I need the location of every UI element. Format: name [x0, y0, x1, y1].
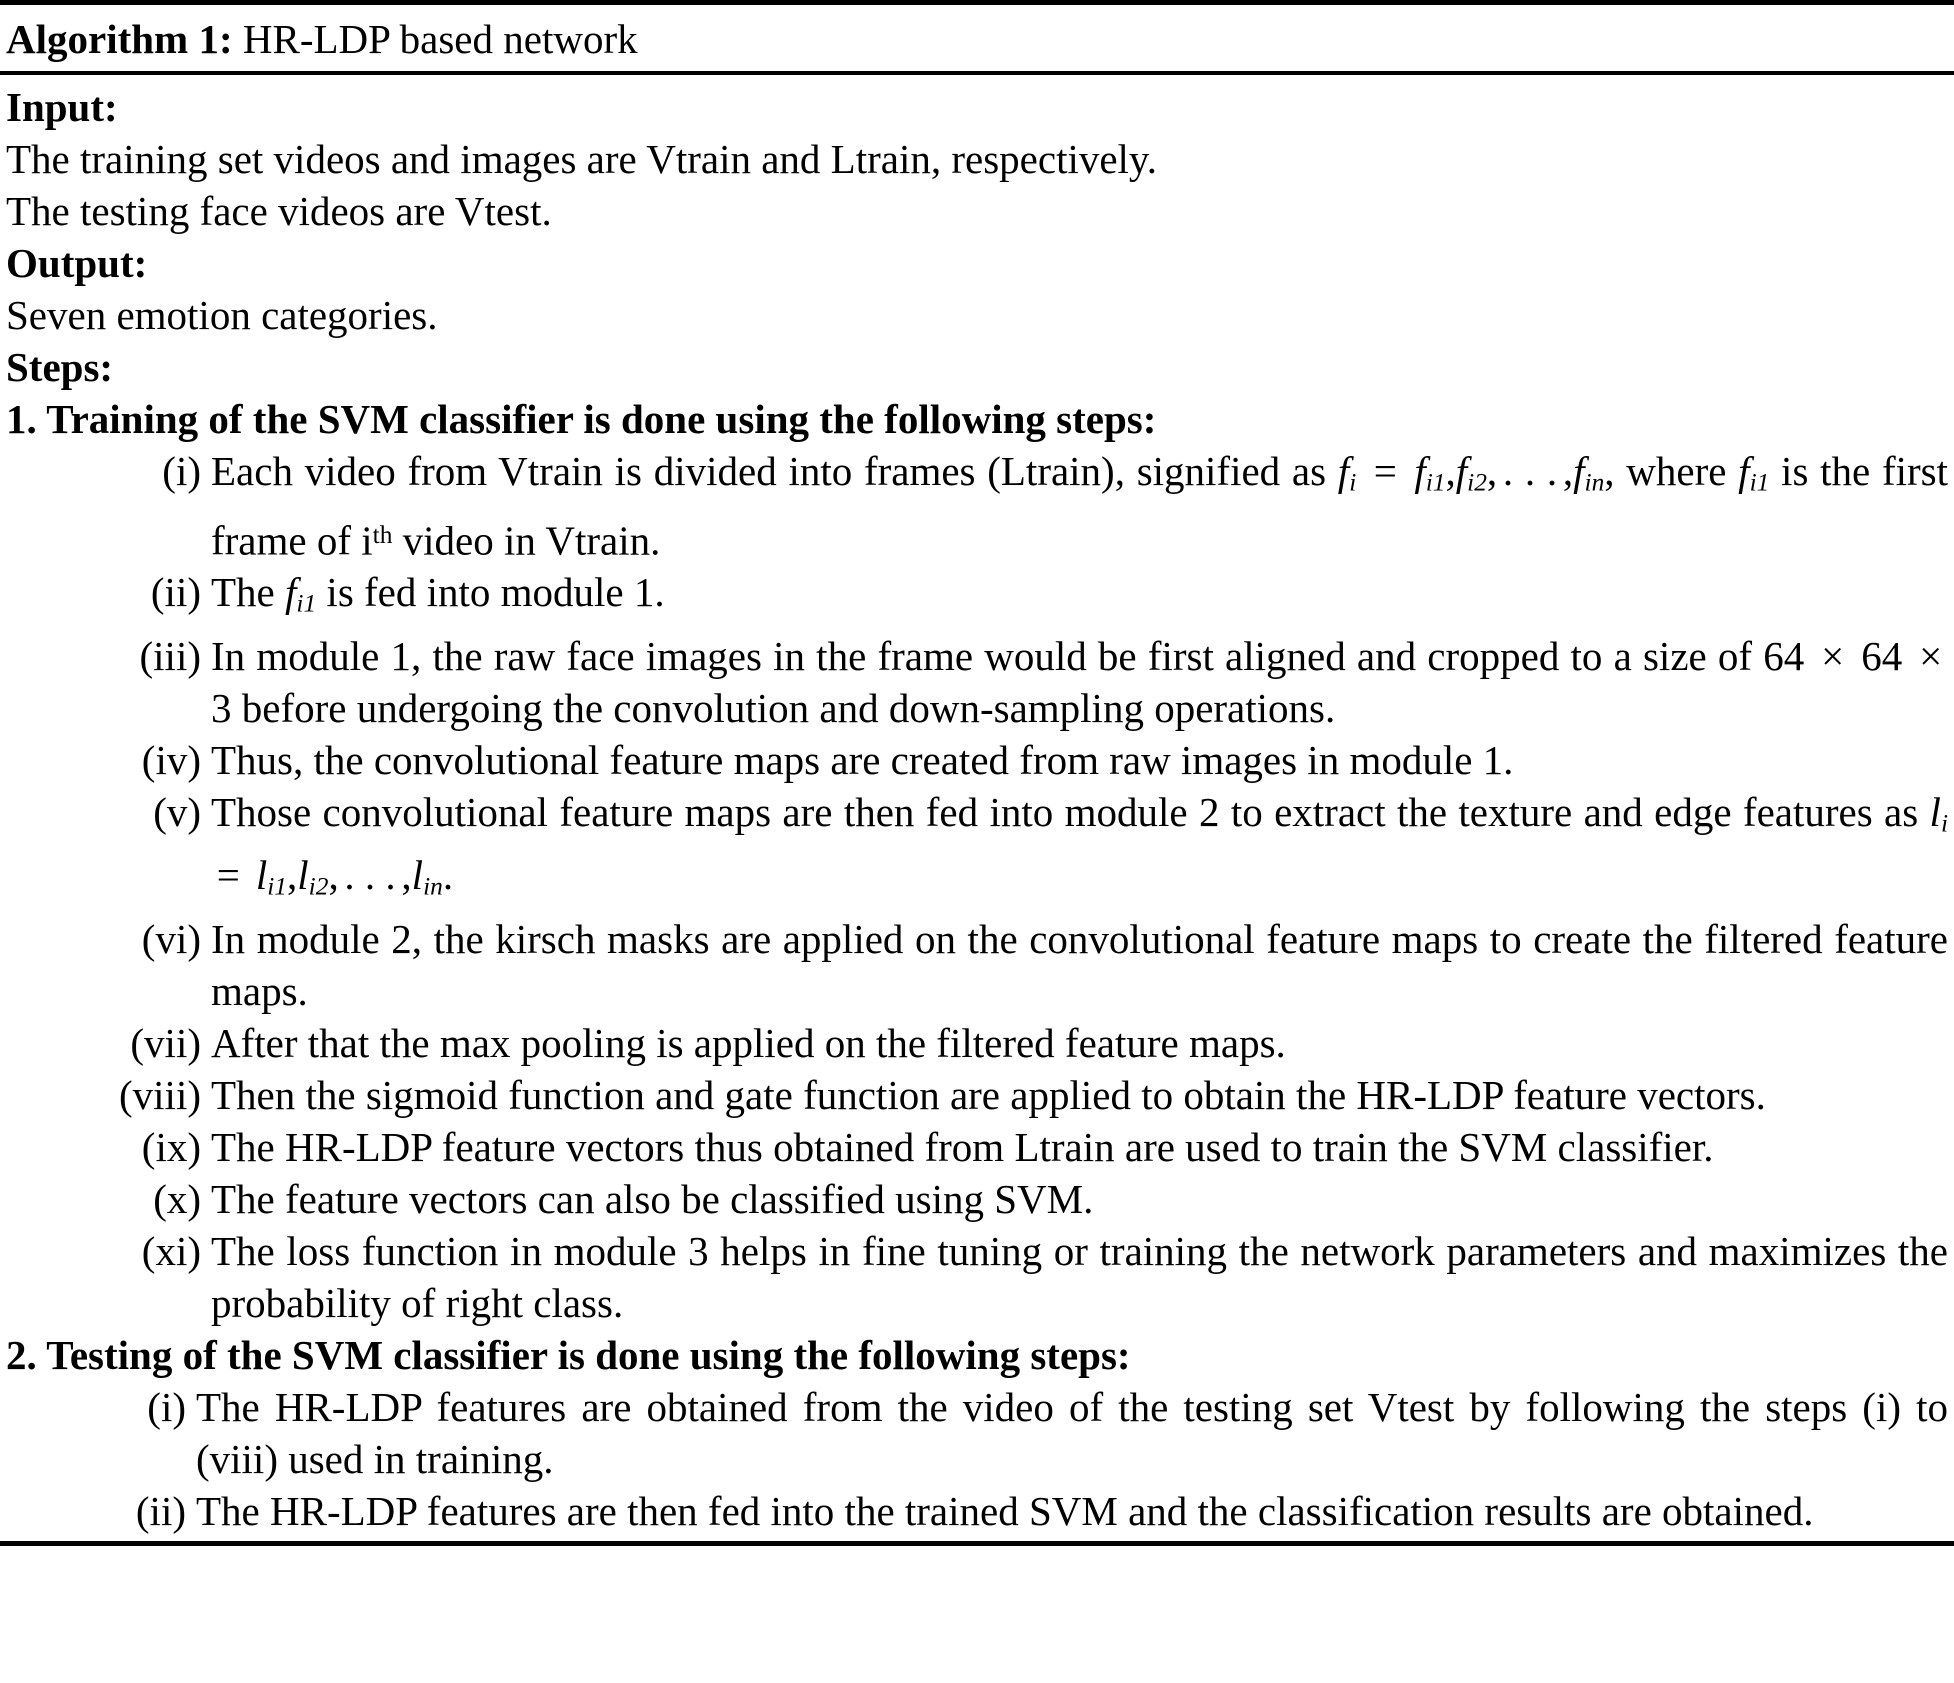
section-2-steplist: [6, 1381, 1950, 1537]
list-item: [6, 445, 1950, 566]
section-2-title: Testing of the SVM classifier is done using the following steps:: [46, 1331, 1131, 1378]
input-line-2: The testing face videos are Vtest.: [6, 188, 552, 234]
step-text: Then the sigmoid function and gate function are applied to obtain the HR-LDP feature vectors.: [211, 1071, 1766, 1118]
input-line-1: The training set videos and images are Vtrain and Ltrain, respectively.: [6, 136, 1158, 182]
list-item: [6, 1225, 1950, 1329]
step-text: The HR-LDP features are obtained from the video of the testing set Vtest by following the steps (i) to (viii) used in training.: [196, 1383, 1948, 1482]
step-marker: (x): [153, 1175, 201, 1222]
step-marker: (vi): [141, 915, 201, 962]
step-marker: (i): [162, 448, 201, 494]
step-text: The HR-LDP feature vectors thus obtained from Ltrain are used to train the SVM classifier.: [211, 1123, 1714, 1170]
section-1-title: Training of the SVM classifier is done using the following steps:: [46, 396, 1157, 442]
section-1-number: 1.: [6, 396, 37, 442]
step-text: In module 1, the raw face images in the frame would be first aligned and cropped to a size of 64 × 64 × 3 before undergoing the convolution and down-sampling operations.: [211, 632, 1943, 731]
list-item: [6, 913, 1950, 1017]
list-item: [6, 786, 1950, 913]
list-item: [6, 734, 1950, 786]
step-marker: (ii): [150, 569, 201, 616]
algorithm-body: [0, 75, 1954, 1541]
step-marker: (viii): [119, 1071, 201, 1118]
step-marker: (iv): [141, 736, 201, 783]
step-text: Those convolutional feature maps are then fed into module 2 to extract the texture and edge features as $l_i = l_{i1},l_{i2}$, . . . $,l_{in}$.: [211, 788, 1948, 901]
step-marker: (ix): [141, 1123, 201, 1170]
list-item: [6, 1485, 1950, 1537]
algorithm-bottom-rule: [0, 1541, 1954, 1546]
step-marker: (i): [147, 1383, 186, 1430]
step-marker: (iii): [139, 632, 201, 679]
algorithm-title-line: [0, 5, 1954, 71]
list-item: [6, 1069, 1950, 1121]
step-text: Each video from Vtrain is divided into frames (Ltrain), signified as $f_i = f_{i1},f_{i2}$, . . . $,f_{in}$, where $f_{i1}$ is the first frame of $i^{th}$ video in Vtrain.: [211, 448, 1948, 564]
input-heading: Input:: [6, 84, 118, 130]
output-heading: Output:: [6, 240, 148, 286]
step-text: The feature vectors can also be classified using SVM.: [211, 1175, 1094, 1222]
section-2-heading: [6, 1329, 1950, 1381]
list-item: [6, 1173, 1950, 1225]
steps-heading: Steps:: [6, 344, 114, 390]
list-item: [6, 1381, 1950, 1485]
list-item: [6, 630, 1950, 734]
step-text: The loss function in module 3 helps in fine tuning or training the network parameters and maximizes the probability of right class.: [211, 1227, 1948, 1326]
list-item: [6, 1121, 1950, 1173]
step-marker: (ii): [135, 1487, 186, 1534]
section-2-number: 2.: [6, 1331, 37, 1378]
list-item: [6, 1017, 1950, 1069]
section-1-heading: [6, 393, 1950, 445]
step-text: The $f_{i1}$ is fed into module 1.: [211, 569, 665, 618]
section-1-steplist: [6, 445, 1950, 1329]
step-marker: (vii): [130, 1019, 201, 1066]
step-marker: (v): [153, 788, 201, 835]
step-text: In module 2, the kirsch masks are applied on the convolutional feature maps to create the filtered feature maps.: [211, 915, 1948, 1014]
algorithm-title: HR-LDP based network: [242, 16, 638, 62]
list-item: [6, 566, 1950, 630]
step-text: After that the max pooling is applied on the filtered feature maps.: [211, 1019, 1286, 1066]
output-line-1: Seven emotion categories.: [6, 292, 438, 338]
algorithm-label: Algorithm 1:: [6, 16, 233, 62]
step-text: Thus, the convolutional feature maps are created from raw images in module 1.: [211, 736, 1514, 783]
step-text: The HR-LDP features are then fed into the trained SVM and the classification results are obtained.: [196, 1487, 1814, 1534]
step-marker: (xi): [141, 1227, 201, 1274]
